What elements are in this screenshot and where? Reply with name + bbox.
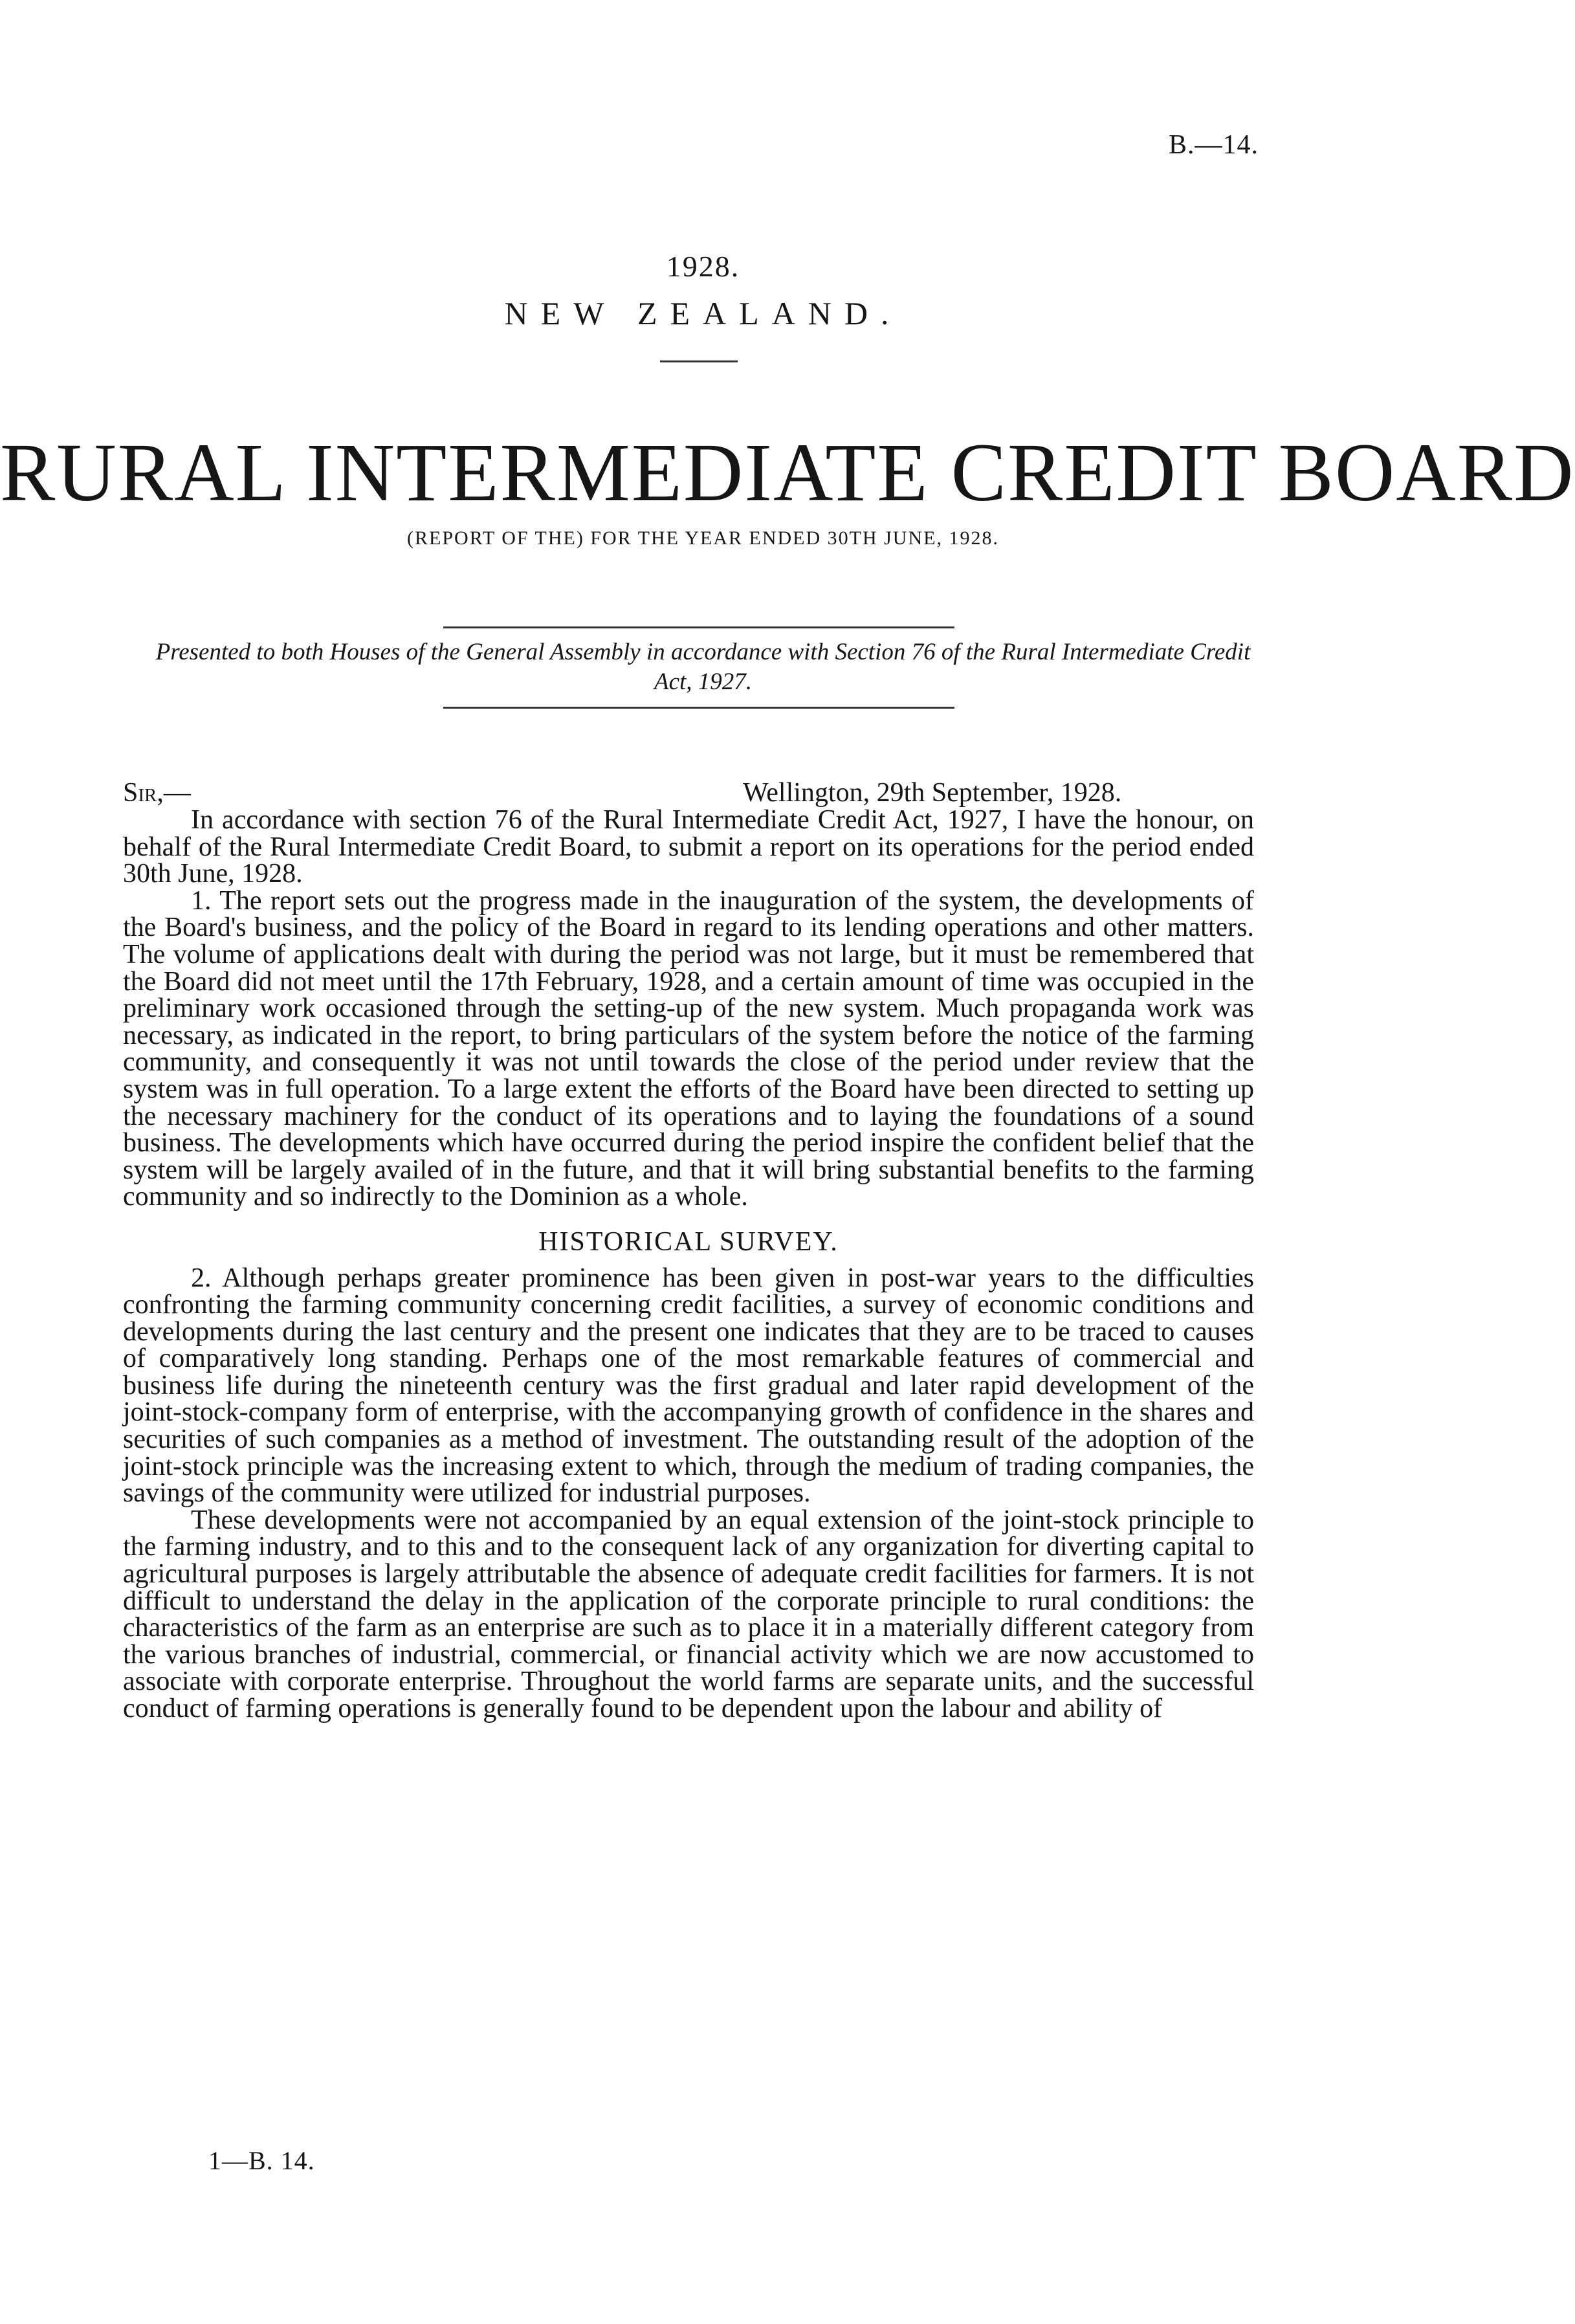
paragraph-2: 2. Although perhaps greater prominence has been given in post-war years to the difficulties confronting the farming community concerning credit facilities, a survey of economic conditions and developments during the last century and the present one indicates that they are to be traced to causes of comparatively long standing. Perhaps one of the most remarkable features of commercial and business life during the nineteenth century was the first gradual and later rapid development of the joint-stock-company form of enterprise, with the accompanying growth of confidence in the shares and securities of such companies as a method of investment. The outstanding result of the adoption of the joint-stock principle was the increasing extent to which, through the medium of trading companies, the savings of the community were utilized for industrial purposes. (123, 1263, 1254, 1509)
salutation: Sir,— (123, 778, 191, 808)
section-heading: HISTORICAL SURVEY. (538, 1226, 839, 1257)
place-date: Wellington, 29th September, 1928. (743, 778, 1122, 808)
title-divider (660, 360, 738, 362)
top-rule (443, 626, 954, 628)
signature-reference: 1—B. 14. (208, 2146, 315, 2175)
country-heading: NEW ZEALAND. (504, 295, 902, 331)
document-subtitle: (REPORT OF THE) FOR THE YEAR ENDED 30TH JUNE, 1928. (407, 527, 999, 549)
letter-heading (123, 780, 1254, 807)
bottom-rule (443, 707, 954, 709)
paper-reference: B.—14. (1168, 130, 1259, 160)
presented-note: Presented to both Houses of the General Assembly in accordance with Section 76 of the Rural Intermediate Credit Act, 1927. (155, 639, 1251, 695)
report-year: 1928. (666, 250, 740, 283)
paragraph-3: These developments were not accompanied by an equal extension of the joint-stock principle to the farming industry, and to this and to the consequent lack of any organization for diverting capital to agricultural purposes is largely attributable the absence of adequate credit facilities for farmers. It is not difficult to understand the delay in the application of the corporate principle to rural conditions: the characteristics of the farm as an enterprise are such as to place it in a materially different category from the various branches of industrial, commercial, or financial activity which we are now accustomed to associate with corporate enterprise. Throughout the world farms are separate units, and the successful conduct of farming operations is generally found to be dependent upon the labour and ability of (123, 1505, 1254, 1723)
report-body (123, 780, 1254, 1723)
paragraph-1: 1. The report sets out the progress made in the inauguration of the system, the developments of the Board's business, and the policy of the Board in regard to its lending operations and other matters. The volume of applications dealt with during the period was not large, but it must be remembered that the Board did not meet until the 17th February, 1928, and a certain amount of time was occupied in the preliminary work occasioned through the setting-up of the new system. Much propaganda work was necessary, as indicated in the report, to bring particulars of the system before the notice of the farming community, and consequently it was not until towards the close of the period under review that the system was in full operation. To a large extent the efforts of the Board have been directed to setting up the necessary machinery for the conduct of its operations and to laying the foundations of a sound business. The developments which have occurred during the period inspire the confident belief that the system will be largely availed of in the future, and that it will bring substantial benefits to the farming community and so indirectly to the Dominion as a whole. (123, 885, 1254, 1212)
document-title: RURAL INTERMEDIATE CREDIT BOARD (0, 426, 1575, 518)
intro-paragraph: In accordance with section 76 of the Rural Intermediate Credit Act, 1927, I have the honour, on behalf of the Rural Intermediate Credit Board, to submit a report on its operations for the period ended 30th June, 1928. (123, 805, 1254, 889)
